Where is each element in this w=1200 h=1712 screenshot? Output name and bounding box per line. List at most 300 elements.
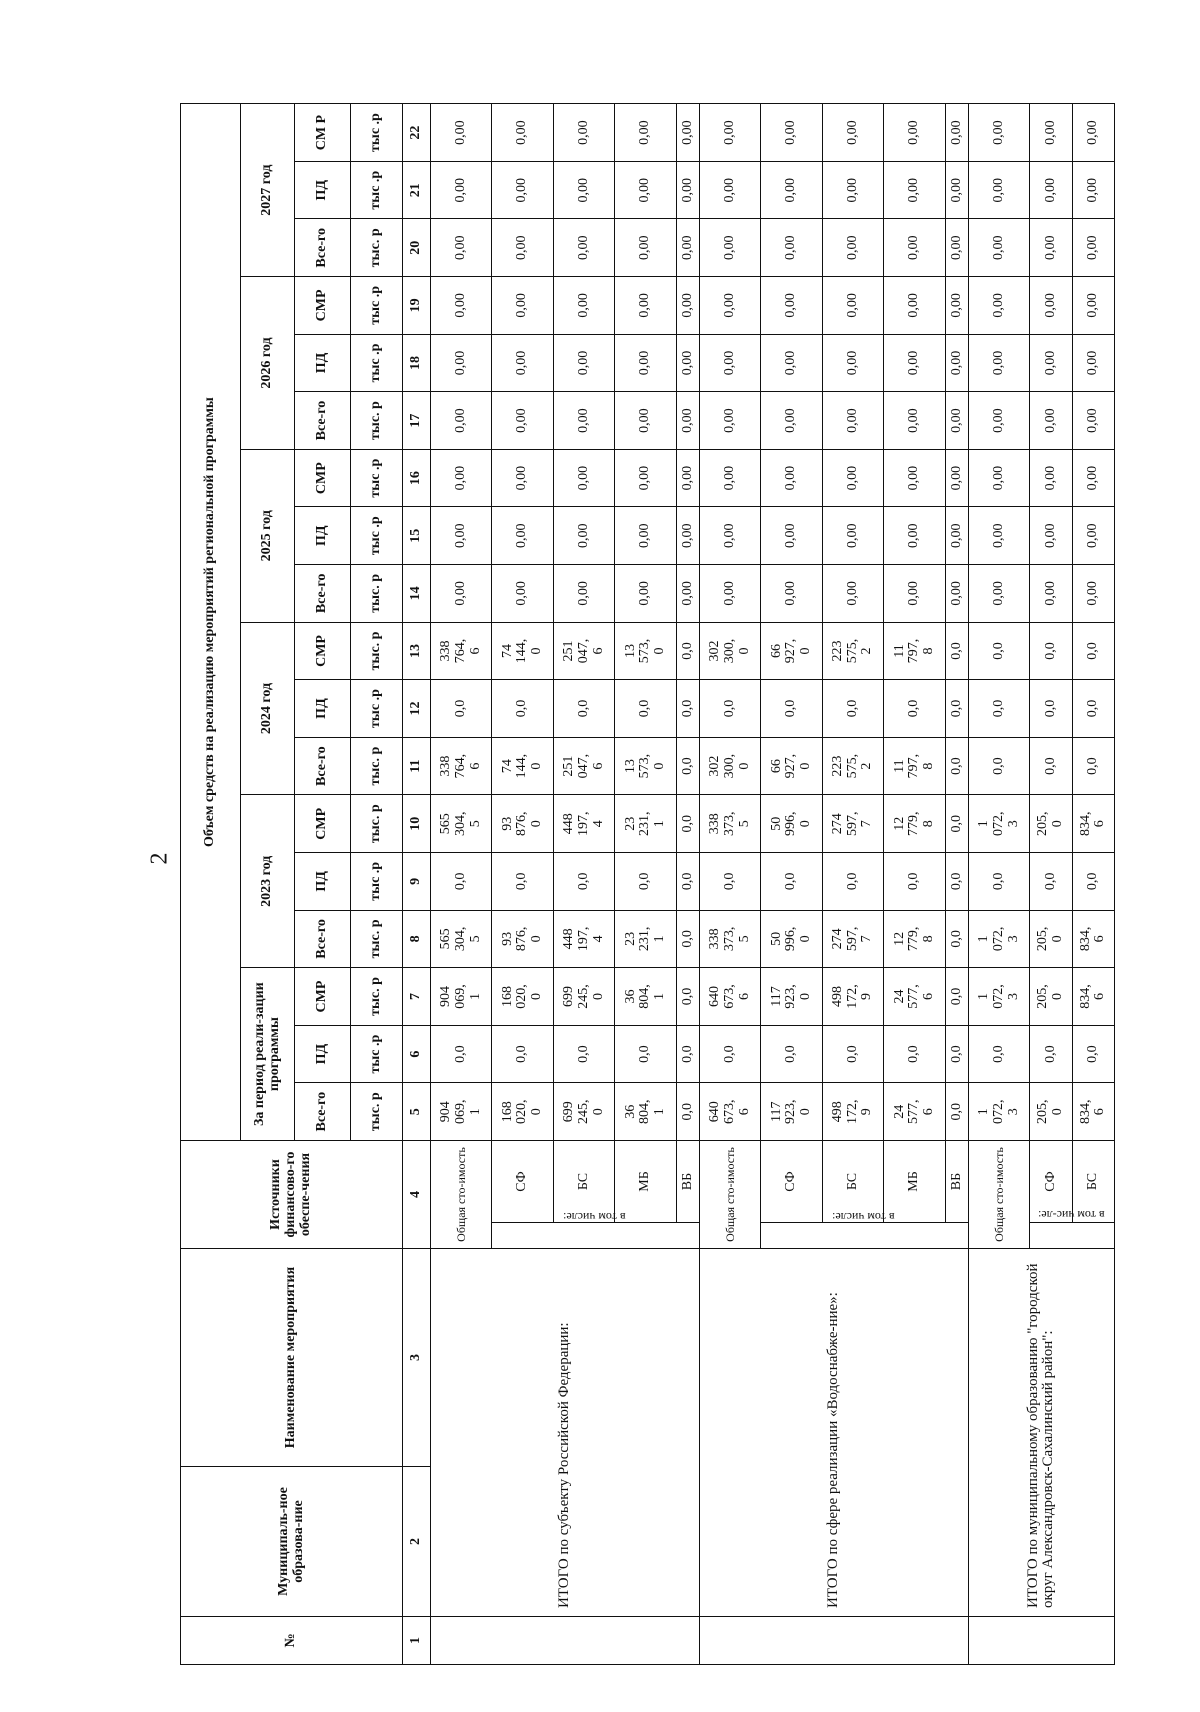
value-cell: 0,00 [492, 507, 553, 565]
value-cell: 223 575, 2 [822, 737, 883, 795]
value-cell: 0,00 [553, 565, 614, 623]
funding-source-cell: Общая сто-имость [699, 1141, 760, 1249]
column-number-9: 9 [403, 853, 431, 911]
value-cell: 0,0 [676, 1025, 699, 1083]
value-cell: 251 047, 6 [553, 737, 614, 795]
column-number-20: 20 [403, 219, 431, 277]
subcolumn-header-4: ПД [295, 853, 351, 911]
header-event-name: Наименование мероприятия [181, 1249, 403, 1467]
value-cell: 0,00 [1030, 277, 1072, 335]
value-cell: 0,0 [884, 853, 945, 911]
value-cell: 0,00 [822, 507, 883, 565]
value-cell: 0,00 [884, 219, 945, 277]
in-total-label: в том числе: [832, 1210, 895, 1225]
value-cell: 0,00 [431, 565, 492, 623]
value-cell: 0,00 [676, 219, 699, 277]
funding-source-cell: БС [1072, 1141, 1114, 1223]
value-cell: 0,0 [615, 1025, 676, 1083]
subcolumn-header-3: Все-го [295, 910, 351, 968]
subcolumn-header-11: СМР [295, 449, 351, 507]
unit-header-7: тыс .р [351, 680, 403, 738]
header-number: № [181, 1617, 403, 1665]
value-cell: 0,0 [676, 968, 699, 1026]
value-cell: 66 927, 0 [761, 737, 822, 795]
value-cell: 0,00 [761, 161, 822, 219]
value-cell: 0,0 [615, 853, 676, 911]
value-cell: 0,0 [822, 680, 883, 738]
value-cell: 0,00 [699, 449, 760, 507]
unit-header-16: тыс .р [351, 161, 403, 219]
value-cell: 0,0 [431, 853, 492, 911]
value-cell: 0,00 [1030, 104, 1072, 162]
value-cell: 448 197, 4 [553, 910, 614, 968]
funding-source-cell: СФ [492, 1141, 553, 1223]
value-cell: 498 172, 9 [822, 1083, 883, 1141]
group-name-cell: ИТОГО по муниципальному образованию "городской округ Александровск-Сахалинский район": [968, 1249, 1114, 1617]
value-cell: 0,0 [968, 737, 1029, 795]
value-cell: 0,0 [761, 1025, 822, 1083]
value-cell: 565 304, 5 [431, 910, 492, 968]
value-cell: 834, 6 [1072, 795, 1114, 853]
unit-header-8: тыс. р [351, 622, 403, 680]
value-cell: 448 197, 4 [553, 795, 614, 853]
value-cell: 0,00 [822, 219, 883, 277]
table-row [968, 104, 1029, 1665]
value-cell: 0,0 [431, 1025, 492, 1083]
value-cell: 0,00 [492, 219, 553, 277]
value-cell: 0,00 [431, 219, 492, 277]
column-number-19: 19 [403, 277, 431, 335]
value-cell: 0,00 [1072, 219, 1114, 277]
value-cell: 0,0 [1030, 1025, 1072, 1083]
value-cell: 0,00 [945, 219, 968, 277]
value-cell: 11 797, 8 [884, 737, 945, 795]
in-total-label-cell [492, 1210, 700, 1249]
funding-source-cell: Общая сто-имость [431, 1141, 492, 1249]
value-cell: 0,00 [822, 161, 883, 219]
value-cell: 0,00 [968, 277, 1029, 335]
value-cell: 0,00 [676, 392, 699, 450]
subcolumn-header-2: СМР [295, 968, 351, 1026]
value-cell: 0,0 [1072, 680, 1114, 738]
value-cell: 0,00 [945, 565, 968, 623]
in-total-label: в том чис-ле: [1037, 1208, 1105, 1223]
funding-source-cell: СФ [761, 1141, 822, 1223]
value-cell: 0,00 [968, 449, 1029, 507]
column-number-21: 21 [403, 161, 431, 219]
column-number-3: 3 [403, 1249, 431, 1467]
value-cell: 223 575, 2 [822, 622, 883, 680]
column-number-6: 6 [403, 1025, 431, 1083]
value-cell: 251 047, 6 [553, 622, 614, 680]
column-number-4: 4 [403, 1141, 431, 1249]
unit-header-6: тыс. р [351, 737, 403, 795]
unit-header-17: тыс .р [351, 104, 403, 162]
value-cell: 0,00 [968, 104, 1029, 162]
value-cell: 0,00 [822, 565, 883, 623]
value-cell: 0,00 [615, 161, 676, 219]
value-cell: 0,00 [492, 334, 553, 392]
value-cell: 0,00 [761, 277, 822, 335]
value-cell: 0,0 [1072, 853, 1114, 911]
value-cell: 0,00 [699, 277, 760, 335]
value-cell: 0,00 [676, 334, 699, 392]
group-name-cell: ИТОГО по сфере реализации «Водоснабже-ние»: [699, 1249, 968, 1617]
value-cell: 0,0 [1030, 853, 1072, 911]
value-cell: 0,00 [676, 161, 699, 219]
value-cell: 0,00 [492, 161, 553, 219]
column-number-12: 12 [403, 680, 431, 738]
value-cell: 274 597, 7 [822, 795, 883, 853]
value-cell: 74 144, 0 [492, 622, 553, 680]
unit-header-5: тыс. р [351, 795, 403, 853]
value-cell: 0,0 [945, 737, 968, 795]
value-cell: 0,00 [615, 449, 676, 507]
value-cell: 0,00 [553, 161, 614, 219]
value-cell: 0,0 [699, 1025, 760, 1083]
unit-header-2: тыс. р [351, 968, 403, 1026]
value-cell: 0,00 [1030, 392, 1072, 450]
value-cell: 0,00 [761, 104, 822, 162]
value-cell: 0,0 [553, 680, 614, 738]
value-cell: 338 373, 5 [699, 795, 760, 853]
value-cell: 50 996, 0 [761, 910, 822, 968]
value-cell: 0,00 [1030, 507, 1072, 565]
value-cell: 834, 6 [1072, 968, 1114, 1026]
value-cell: 302 300, 0 [699, 622, 760, 680]
value-cell: 117 923, 0 [761, 1083, 822, 1141]
value-cell: 0,0 [1072, 737, 1114, 795]
value-cell: 0,0 [945, 853, 968, 911]
group-name-cell: ИТОГО по субъекту Российской Федерации: [431, 1249, 700, 1617]
value-cell: 0,00 [492, 449, 553, 507]
value-cell: 0,00 [884, 507, 945, 565]
header-volume-title: Объем средств на реализацию мероприятий региональной программы [181, 104, 241, 1141]
value-cell: 0,0 [676, 680, 699, 738]
value-cell: 0,00 [553, 507, 614, 565]
funding-source-cell: МБ [884, 1141, 945, 1223]
value-cell: 0,00 [553, 449, 614, 507]
header-row-1 [181, 104, 241, 1665]
value-cell: 0,00 [968, 392, 1029, 450]
value-cell: 0,00 [1072, 449, 1114, 507]
value-cell: 12 779, 8 [884, 910, 945, 968]
subcolumn-header-5: СМР [295, 795, 351, 853]
subcolumn-header-10: ПД [295, 507, 351, 565]
unit-header-9: тыс. р [351, 565, 403, 623]
value-cell: 0,00 [761, 334, 822, 392]
value-cell: 834, 6 [1072, 910, 1114, 968]
rotated-table-wrapper [180, 105, 1115, 1665]
value-cell: 0,00 [1072, 334, 1114, 392]
value-cell: 0,0 [676, 795, 699, 853]
value-cell: 274 597, 7 [822, 910, 883, 968]
value-cell: 0,00 [1072, 565, 1114, 623]
value-cell: 0,0 [884, 680, 945, 738]
value-cell: 0,00 [1030, 565, 1072, 623]
value-cell: 699 245, 0 [553, 1083, 614, 1141]
value-cell: 0,00 [431, 277, 492, 335]
value-cell: 0,0 [676, 622, 699, 680]
value-cell: 640 673, 6 [699, 1083, 760, 1141]
value-cell: 0,00 [884, 104, 945, 162]
value-cell: 0,0 [676, 853, 699, 911]
value-cell: 0,00 [945, 277, 968, 335]
value-cell: 0,0 [968, 622, 1029, 680]
in-total-label-cell [1030, 1208, 1115, 1249]
value-cell: 0,00 [699, 392, 760, 450]
value-cell: 640 673, 6 [699, 968, 760, 1026]
value-cell: 0,00 [615, 104, 676, 162]
period-header-1: 2023 год [241, 795, 295, 968]
value-cell: 0,00 [761, 219, 822, 277]
value-cell: 0,00 [615, 392, 676, 450]
column-number-17: 17 [403, 392, 431, 450]
header-municipality: Муниципаль-ное образова-ние [181, 1467, 403, 1617]
value-cell: 0,00 [676, 449, 699, 507]
value-cell: 0,0 [553, 853, 614, 911]
column-number-8: 8 [403, 910, 431, 968]
subcolumn-header-15: Все-го [295, 219, 351, 277]
value-cell: 0,00 [968, 161, 1029, 219]
value-cell: 0,0 [945, 795, 968, 853]
value-cell: 0,00 [761, 392, 822, 450]
value-cell: 1 072, 3 [968, 1083, 1029, 1141]
value-cell: 565 304, 5 [431, 795, 492, 853]
column-number-2: 2 [403, 1467, 431, 1617]
value-cell: 0,00 [676, 104, 699, 162]
value-cell: 74 144, 0 [492, 737, 553, 795]
value-cell: 0,00 [615, 334, 676, 392]
value-cell: 0,00 [615, 565, 676, 623]
value-cell: 0,00 [822, 392, 883, 450]
value-cell: 24 577, 6 [884, 968, 945, 1026]
value-cell: 0,0 [945, 968, 968, 1026]
value-cell: 0,00 [945, 334, 968, 392]
value-cell: 0,00 [945, 104, 968, 162]
value-cell: 0,00 [676, 507, 699, 565]
value-cell: 0,00 [676, 277, 699, 335]
funding-source-cell: ВБ [676, 1141, 699, 1223]
value-cell: 0,0 [676, 737, 699, 795]
value-cell: 50 996, 0 [761, 795, 822, 853]
unit-header-4: тыс .р [351, 853, 403, 911]
value-cell: 1 072, 3 [968, 968, 1029, 1026]
table-row [699, 104, 760, 1665]
funding-source-cell: БС [553, 1141, 614, 1223]
value-cell: 0,00 [822, 449, 883, 507]
value-cell: 0,0 [553, 1025, 614, 1083]
column-number-7: 7 [403, 968, 431, 1026]
value-cell: 0,0 [1030, 737, 1072, 795]
value-cell: 93 876, 0 [492, 910, 553, 968]
value-cell: 0,00 [431, 392, 492, 450]
value-cell: 0,0 [968, 853, 1029, 911]
value-cell: 0,00 [615, 277, 676, 335]
row-number-cell [431, 1617, 700, 1665]
value-cell: 0,0 [615, 680, 676, 738]
value-cell: 117 923, 0 [761, 968, 822, 1026]
funding-source-cell: Общая сто-имость [968, 1141, 1029, 1249]
value-cell: 0,0 [492, 853, 553, 911]
unit-header-11: тыс .р [351, 449, 403, 507]
subcolumn-header-7: ПД [295, 680, 351, 738]
value-cell: 338 764, 6 [431, 737, 492, 795]
value-cell: 0,00 [822, 104, 883, 162]
value-cell: 0,00 [492, 392, 553, 450]
table-body [431, 104, 1115, 1665]
value-cell: 0,00 [431, 449, 492, 507]
value-cell: 0,00 [1030, 334, 1072, 392]
value-cell: 205, 0 [1030, 910, 1072, 968]
value-cell: 0,0 [761, 853, 822, 911]
value-cell: 0,00 [945, 449, 968, 507]
subcolumn-header-14: СМР [295, 277, 351, 335]
table-row [431, 104, 492, 1665]
subcolumn-header-1: ПД [295, 1025, 351, 1083]
value-cell: 0,0 [822, 853, 883, 911]
value-cell: 1 072, 3 [968, 795, 1029, 853]
value-cell: 0,0 [492, 1025, 553, 1083]
value-cell: 0,00 [431, 334, 492, 392]
subcolumn-header-6: Все-го [295, 737, 351, 795]
value-cell: 36 804, 1 [615, 968, 676, 1026]
value-cell: 0,00 [699, 161, 760, 219]
value-cell: 0,00 [1072, 392, 1114, 450]
value-cell: 0,0 [968, 1025, 1029, 1083]
value-cell: 0,00 [553, 277, 614, 335]
column-number-5: 5 [403, 1083, 431, 1141]
value-cell: 0,0 [945, 1083, 968, 1141]
value-cell: 168 020, 0 [492, 968, 553, 1026]
value-cell: 0,00 [968, 219, 1029, 277]
value-cell: 0,00 [761, 507, 822, 565]
value-cell: 0,00 [699, 565, 760, 623]
value-cell: 0,0 [676, 910, 699, 968]
value-cell: 0,0 [1072, 622, 1114, 680]
value-cell: 0,00 [968, 565, 1029, 623]
value-cell: 0,00 [761, 565, 822, 623]
value-cell: 0,00 [1072, 277, 1114, 335]
subcolumn-header-9: Все-го [295, 565, 351, 623]
funding-source-cell: СФ [1030, 1141, 1072, 1223]
funding-source-cell: МБ [615, 1141, 676, 1223]
value-cell: 0,00 [822, 334, 883, 392]
value-cell: 0,00 [699, 219, 760, 277]
value-cell: 0,0 [1072, 1025, 1114, 1083]
subcolumn-header-16: ПД [295, 161, 351, 219]
unit-header-3: тыс. р [351, 910, 403, 968]
value-cell: 0,00 [1072, 161, 1114, 219]
value-cell: 13 573, 0 [615, 622, 676, 680]
column-number-10: 10 [403, 795, 431, 853]
value-cell: 0,00 [968, 334, 1029, 392]
header-column-numbers-row [403, 104, 431, 1665]
value-cell: 0,00 [884, 565, 945, 623]
unit-header-15: тыс. р [351, 219, 403, 277]
value-cell: 0,00 [945, 161, 968, 219]
value-cell: 0,0 [968, 680, 1029, 738]
value-cell: 0,0 [492, 680, 553, 738]
column-number-1: 1 [403, 1617, 431, 1665]
row-number-cell [968, 1617, 1114, 1665]
value-cell: 205, 0 [1030, 1083, 1072, 1141]
subcolumn-header-8: СМР [295, 622, 351, 680]
funding-source-cell: БС [822, 1141, 883, 1223]
unit-header-0: тыс. р [351, 1083, 403, 1141]
value-cell: 0,00 [553, 219, 614, 277]
value-cell: 834, 6 [1072, 1083, 1114, 1141]
column-number-22: 22 [403, 104, 431, 162]
value-cell: 699 245, 0 [553, 968, 614, 1026]
value-cell: 0,0 [945, 680, 968, 738]
value-cell: 0,00 [1030, 449, 1072, 507]
column-number-15: 15 [403, 507, 431, 565]
value-cell: 0,00 [822, 277, 883, 335]
value-cell: 1 072, 3 [968, 910, 1029, 968]
value-cell: 0,00 [1072, 507, 1114, 565]
value-cell: 0,00 [615, 507, 676, 565]
value-cell: 0,00 [553, 334, 614, 392]
value-cell: 338 764, 6 [431, 622, 492, 680]
period-header-0: За период реали-зации программы [241, 968, 295, 1141]
value-cell: 0,00 [1072, 104, 1114, 162]
value-cell: 0,00 [553, 104, 614, 162]
value-cell: 205, 0 [1030, 968, 1072, 1026]
value-cell: 0,00 [431, 104, 492, 162]
value-cell: 0,0 [884, 1025, 945, 1083]
value-cell: 0,00 [492, 565, 553, 623]
value-cell: 168 020, 0 [492, 1083, 553, 1141]
column-number-16: 16 [403, 449, 431, 507]
in-total-label: в том числе: [563, 1210, 626, 1225]
value-cell: 0,00 [676, 565, 699, 623]
value-cell: 0,00 [1030, 219, 1072, 277]
value-cell: 66 927, 0 [761, 622, 822, 680]
value-cell: 0,00 [492, 104, 553, 162]
value-cell: 23 231, 1 [615, 910, 676, 968]
value-cell: 36 804, 1 [615, 1083, 676, 1141]
value-cell: 0,00 [699, 334, 760, 392]
value-cell: 0,00 [492, 277, 553, 335]
value-cell: 904 069, 1 [431, 1083, 492, 1141]
header-funding-source: Источники финансово-го обеспе-чения [181, 1141, 403, 1249]
value-cell: 0,0 [676, 1083, 699, 1141]
value-cell: 205, 0 [1030, 795, 1072, 853]
value-cell: 11 797, 8 [884, 622, 945, 680]
value-cell: 498 172, 9 [822, 968, 883, 1026]
period-header-2: 2024 год [241, 622, 295, 795]
unit-header-14: тыс .р [351, 277, 403, 335]
value-cell: 0,00 [884, 449, 945, 507]
value-cell: 0,00 [884, 334, 945, 392]
value-cell: 0,0 [1030, 622, 1072, 680]
value-cell: 0,00 [553, 392, 614, 450]
value-cell: 12 779, 8 [884, 795, 945, 853]
value-cell: 0,0 [1030, 680, 1072, 738]
financing-table [180, 103, 1115, 1665]
unit-header-1: тыс .р [351, 1025, 403, 1083]
subcolumn-header-17: СМ Р [295, 104, 351, 162]
column-number-11: 11 [403, 737, 431, 795]
subcolumn-header-12: Все-го [295, 392, 351, 450]
value-cell: 0,0 [822, 1025, 883, 1083]
value-cell: 0,0 [945, 910, 968, 968]
value-cell: 0,00 [431, 161, 492, 219]
column-number-18: 18 [403, 334, 431, 392]
column-number-14: 14 [403, 565, 431, 623]
value-cell: 0,00 [699, 507, 760, 565]
